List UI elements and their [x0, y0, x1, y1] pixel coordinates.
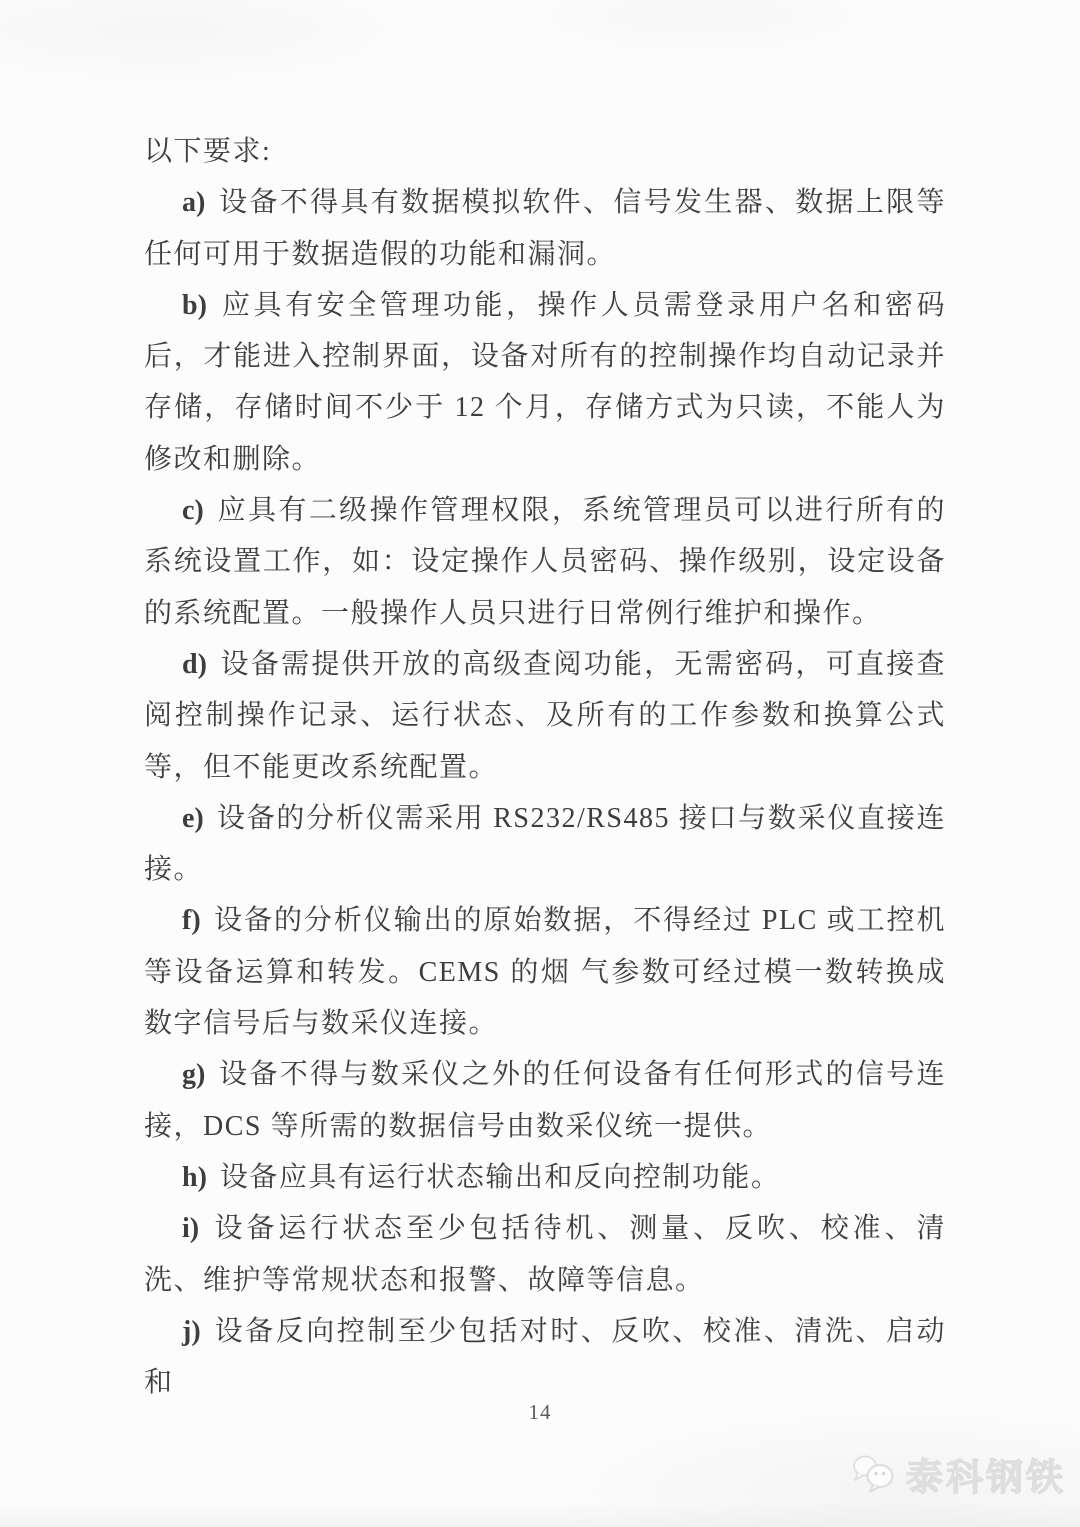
watermark [851, 1447, 1066, 1501]
item-text-f: 设备的分析仪输出的原始数据，不得经过 PLC 或工控机等设备运算和转发。CEMS 的烟 气参数可经过模一数转换成数字信号后与数采仪连接。 [144, 905, 946, 1040]
item-text-j: 设备反向控制至少包括对时、反吹、校准、清洗、启动和 [144, 1315, 946, 1399]
item-text-i: 设备运行状态至少包括待机、测量、反吹、校准、清洗、维护等常规状态和报警、故障等信息。 [144, 1213, 946, 1296]
list-item-h [144, 1152, 946, 1203]
item-label-a: a) [182, 187, 206, 219]
item-text-d: 设备需提供开放的高级查阅功能，无需密码，可直接查阅控制操作记录、运行状态、及所有的工作参数和换算公式等，但不能更改系统配置。 [144, 648, 946, 783]
list-item-j [144, 1306, 946, 1409]
list-item-f [144, 895, 946, 1049]
item-label-d: d) [182, 648, 207, 680]
list-item-g [144, 1049, 946, 1152]
list-item-b [144, 280, 946, 485]
item-label-b: b) [182, 289, 207, 321]
item-text-h: 设备应具有运行状态输出和反向控制功能。 [219, 1161, 781, 1193]
list-item-e [144, 793, 946, 896]
wechat-icon [851, 1453, 897, 1495]
item-text-c: 应具有二级操作管理权限，系统管理员可以进行所有的系统设置工作，如：设定操作人员密码、操作级别，设定设备的系统配置。一般操作人员只进行日常例行维护和操作。 [144, 495, 946, 629]
item-label-g: g) [182, 1059, 206, 1091]
page-number: 14 [528, 1400, 552, 1424]
item-text-b: 应具有安全管理功能，操作人员需登录用户名和密码后，才能进入控制界面，设备对所有的控制操作均自动记录并存储，存储时间不少于 12 个月，存储方式为只读，不能人为修改和删除。 [144, 289, 946, 475]
item-label-e: e) [182, 802, 204, 834]
list-item-i [144, 1203, 946, 1306]
list-item-d [144, 639, 946, 793]
item-label-h: h) [182, 1161, 207, 1193]
document-body [144, 126, 946, 1408]
item-text-g: 设备不得与数采仪之外的任何设备有任何形式的信号连接，DCS 等所需的数据信号由数采仪统一提供。 [144, 1059, 946, 1142]
item-label-i: i) [182, 1213, 200, 1245]
intro-text: 以下要求: [144, 136, 272, 167]
item-text-e: 设备的分析仪需采用 RS232/RS485 接口与数采仪直接连接。 [144, 802, 946, 886]
watermark-text: 泰科钢铁 [906, 1457, 1066, 1498]
list-item-a [144, 177, 946, 280]
item-text-a: 设备不得具有数据模拟软件、信号发生器、数据上限等任何可用于数据造假的功能和漏洞。 [144, 187, 946, 270]
list-item-c [144, 485, 946, 639]
intro-line [144, 126, 946, 177]
item-label-c: c) [182, 495, 204, 527]
item-label-f: f) [182, 905, 201, 937]
item-label-j: j) [182, 1315, 201, 1347]
